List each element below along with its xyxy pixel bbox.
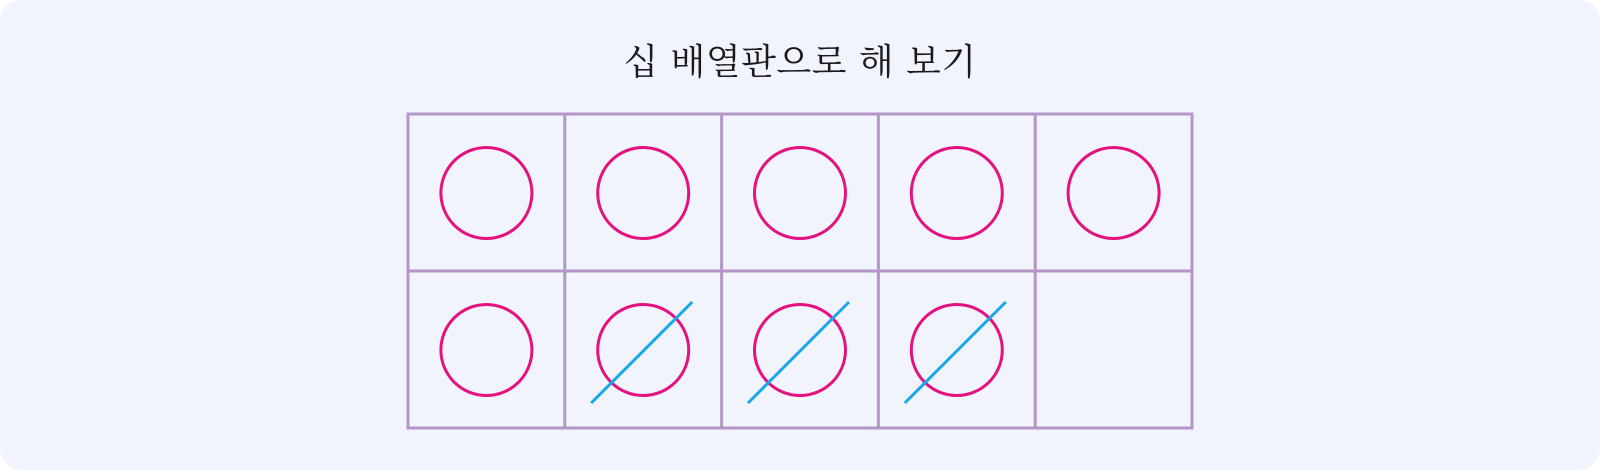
counter-circle [911, 148, 1002, 239]
diagram-title: 십 배열판으로 해 보기 [623, 42, 977, 83]
strike-line [905, 302, 1006, 403]
counter-circle [598, 148, 689, 239]
counter-circle [1068, 148, 1159, 239]
counter-circle [755, 148, 846, 239]
strike-line [591, 302, 692, 403]
counter-circle [441, 148, 532, 239]
counter-circle [441, 305, 532, 396]
strike-line [748, 302, 849, 403]
